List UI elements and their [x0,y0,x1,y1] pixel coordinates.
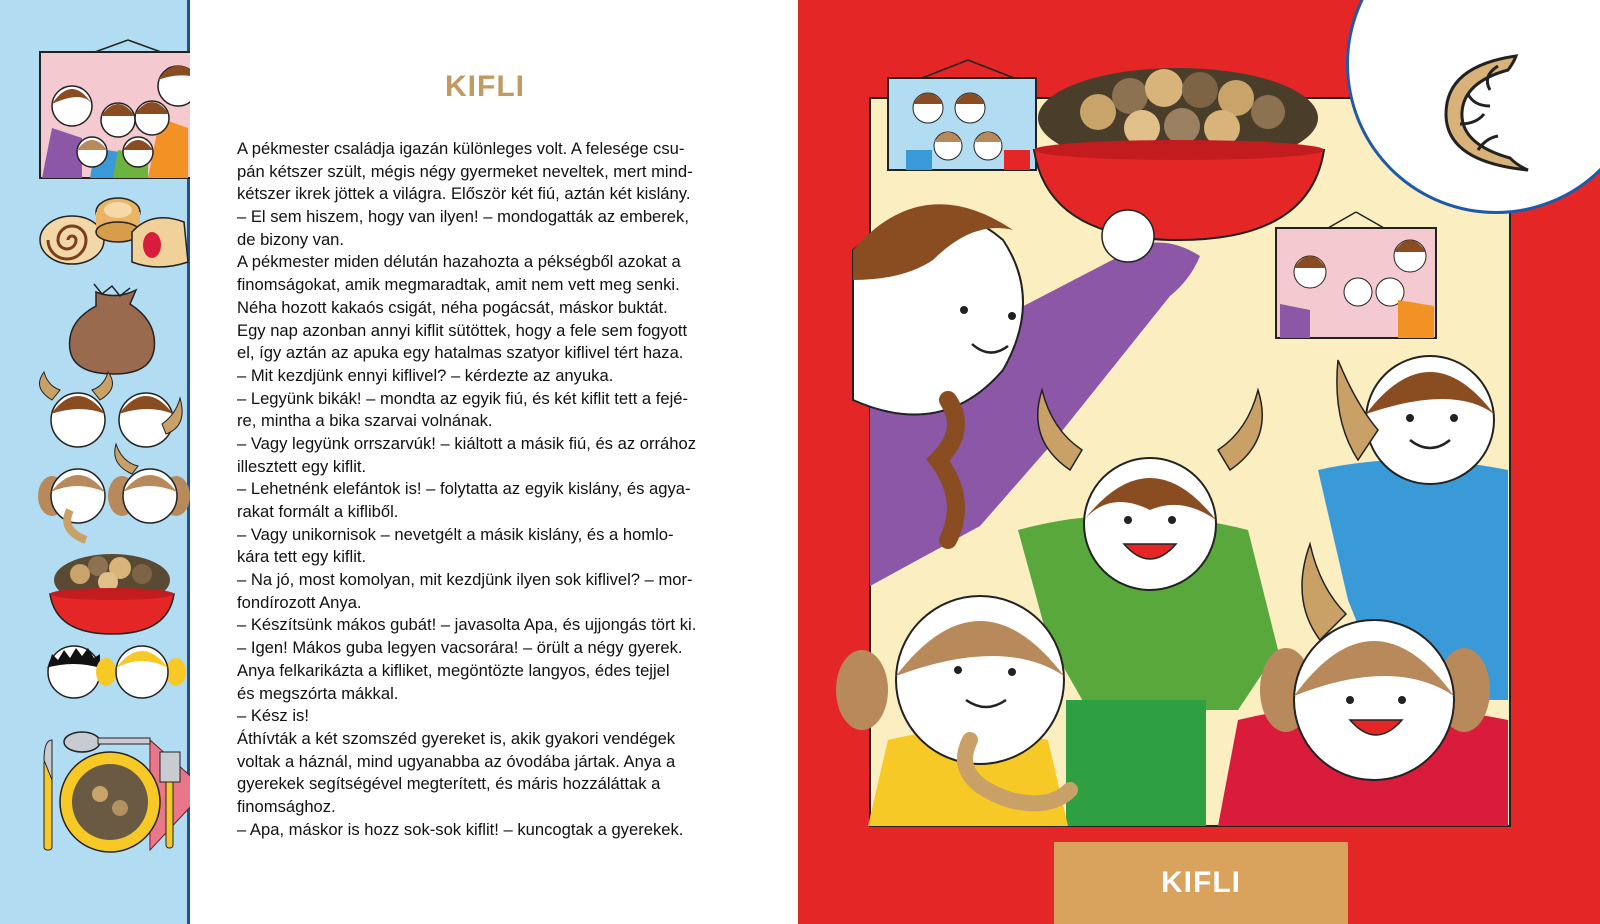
label-box [1054,842,1348,924]
pastries-icon [40,198,188,267]
story-line: és megszórta mákkal. [237,683,399,703]
sack-icon [70,284,155,374]
story-line: – Apa, máskor is hozz sok-sok kiflit! – kuncogtak a gyerekek. [237,819,684,839]
right-page [798,0,1600,924]
kids-with-kifli-horns-icon [40,372,183,447]
story-line: voltak a háznál, mind ugyanabba az óvodába jártak. Anya a [237,751,676,771]
story-line: rakat formált a kifliből. [237,502,399,521]
story-text [237,138,757,841]
story-line: – El sem hiszem, hogy van ilyen! – mondogatták az emberek, [237,207,689,227]
story-line: illesztett egy kiflit. [237,456,367,476]
story-line: Néha hozott kakaós csigát, néha pogácsát, máskor buktát. [237,297,668,317]
two-kids-icon [46,646,186,698]
wall-picture-kids [888,60,1036,170]
bowl-of-kifli [1034,68,1324,240]
story-line: – Készítsünk mákos gubát! – javasolta Apa, és ujjongás tört ki. [237,615,697,635]
story-line: – Na jó, most komolyan, mit kezdjünk ilyen sok kiflivel? – mor- [237,570,693,590]
story-title: KIFLI [445,70,525,103]
story-line: – Igen! Mákos guba legyen vacsorára! – örült a négy gyerek. [237,638,683,658]
story-line: Egy nap azonban annyi kiflit sütöttek, hogy a fele sem fogyott [237,320,688,340]
story-line: A pékmester családja igazán különleges volt. A felesége csu- [237,139,685,158]
story-line: – Kész is! [237,706,309,726]
story-line: Áthívták a két szomszéd gyereket is, akik gyakori vendégek [237,728,676,748]
story-line: de bizony van. [237,229,345,249]
label-text: KIFLI [1161,866,1241,899]
story-line: – Vagy unikornisok – nevetgélt a másik kislány, és a homlo- [237,524,674,544]
story-line: Anya felkarikázta a kifliket, megöntözte langyos, édes tejjel [237,660,670,680]
story-line: – Legyünk bikák! – mondta az egyik fiú, és két kiflit tett a fejé- [237,388,689,408]
story-line: finomsághoz. [237,796,336,816]
story-line: – Lehetnénk elefántok is! – folytatta az egyik kislány, és agya- [237,479,691,499]
story-line: el, így aztán az apuka egy hatalmas szatyor kiflivel tért haza. [237,343,684,363]
girls-with-kifli-icon [38,444,190,540]
story-line: kétszer ikrek jöttek a világra. Először két fiú, aztán két kislány. [237,184,691,204]
picture-sidebar [0,0,190,924]
story-line: finomságokat, amik megmaradtak, amit nem vett meg senki. [237,275,680,295]
story-line: re, mintha a bika szarvai volnának. [237,411,493,431]
story-line: – Vagy legyünk orrszarvúk! – kiáltott a másik fiú, és az orrához [237,433,696,453]
bowl-of-guba-icon [50,554,174,634]
kifli-icon [1438,50,1548,180]
wall-picture-family [1276,212,1436,338]
story-line: gyerekek segítségével megterített, és máris hozzáláttak a [237,774,661,794]
story-line: fondírozott Anya. [237,592,362,612]
story-line: pán kétszer szült, mégis négy gyermeket neveltek, mert mind- [237,161,693,181]
story-line: – Mit kezdjünk ennyi kiflivel? – kérdezte az anyuka. [237,365,614,385]
story-line: kára tett egy kiflit. [237,547,367,567]
story-line: A pékmester miden délután hazahozta a pékségből azokat a [237,252,681,272]
family-portrait-icon [40,40,190,178]
plate-with-cutlery-icon [44,732,190,852]
left-page [0,0,798,924]
sidebar-pictures [0,0,190,924]
